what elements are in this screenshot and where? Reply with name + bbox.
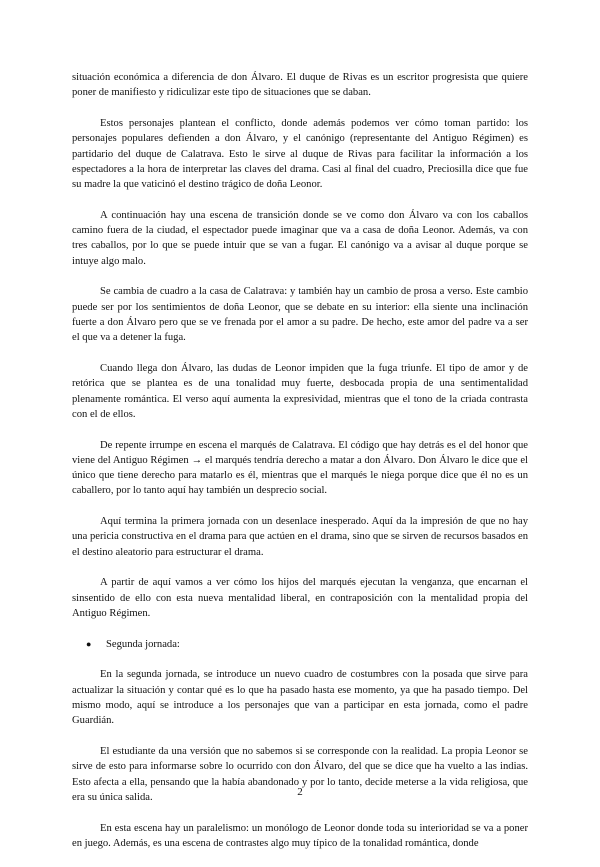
paragraph: En la segunda jornada, se introduce un nuevo cuadro de costumbres con la posada que sirve para actualizar la situación y contar qué es lo que ha pasado hasta ese momento, ya que ha pasado tiempo. Del mismo modo, aquí se introduce a los personajes que van a participar en esta jornada, como el padre Guardián. bbox=[72, 669, 528, 727]
paragraph: Se cambia de cuadro a la casa de Calatrava: y también hay un cambio de prosa a verso. Este cambio puede ser por los sentimientos de doña Leonor, que se debate en su interior: ella siente una inclinación fuerte a don Álvaro pero que se ve frenada por el amor a su padre. De hecho, este amor del padre va a ser el que va a detener la fuga. bbox=[72, 286, 528, 344]
bullet-item-segunda-jornada bbox=[72, 637, 528, 652]
paragraph: Estos personajes plantean el conflicto, donde además podemos ver cómo toman partido: los personajes populares defienden a don Álvaro, y el canónigo (representante del Antiguo Régimen) es partidario del duque de Calatrava. Esto le sirve al duque de Rivas para facilitar la información a los espectadores a la hora de interpretar las claves del drama. Casi al final del cuadro, Preciosilla dice que fue su madre la que vaticinó el destino trágico de doña Leonor. bbox=[72, 117, 528, 191]
paragraph: El estudiante da una versión que no sabemos si se corresponde con la realidad. La propia Leonor se sirve de esto para informarse sobre lo ocurrido con don Álvaro, del que se dice que ha vuelto a las indias. Esto afecta a ella, pensando que la había abandonado y por lo tanto, decide meterse a la vida religiosa, que era su única salida. bbox=[72, 746, 528, 803]
paragraph: En esta escena hay un paralelismo: un monólogo de Leonor donde toda su interioridad se va a poner en juego. Además, es una escena de contrastes algo muy típico de la tonalidad romántica, donde bbox=[72, 822, 528, 849]
paragraph: situación económica a diferencia de don Álvaro. El duque de Rivas es un escritor progresista que quiere poner de manifiesto y ridiculizar este tipo de situaciones que se daban. bbox=[72, 72, 528, 99]
paragraph: De repente irrumpe en escena el marqués de Calatrava. El código que hay detrás es el del honor que viene del Antiguo Régimen → el marqués tendría derecho a matar a don Álvaro. Don Álvaro le dice que el único que tiene derecho para matarlo es él, mientras que el marqués le niega porque dice que él no es un caballero, por lo tanto aquí hay también un desprecio social. bbox=[72, 439, 528, 497]
bullet-icon: ● bbox=[86, 638, 92, 649]
paragraph: Aquí termina la primera jornada con un desenlace inesperado. Aquí da la impresión de que no hay una pericia constructiva en el drama para que actúen en el drama, sino que se sirven de recursos basados en el destino aleatorio para estructurar el drama. bbox=[72, 516, 528, 558]
bullet-text: Segunda jornada: bbox=[106, 638, 180, 650]
page-number: 2 bbox=[297, 786, 303, 798]
paragraph: A partir de aquí vamos a ver cómo los hijos del marqués ejecutan la venganza, que encarnan el sinsentido de ello con esta nueva mentalidad liberal, en contraposición con la mentalidad propia del Antiguo Régimen. bbox=[72, 577, 528, 620]
paragraph: Cuando llega don Álvaro, las dudas de Leonor impiden que la fuga triunfe. El tipo de amor y de retórica que se plantea es de una tonalidad muy fuerte, desbocada propia de una sentimentalidad plenamente romántica. El verso aquí aumenta la expresividad, mientras que el tono de la criada contrasta con el de ellos. bbox=[72, 363, 528, 420]
body-text bbox=[72, 70, 528, 867]
paragraph: A continuación hay una escena de transición donde se ve como don Álvaro va con los caballos camino fuera de la ciudad, el espectador puede imaginar que va a casa de doña Leonor. Además, va con tres caballos, por lo que se puede intuir que se van a fugar. El canónigo va a avisar al duque porque se intuye algo malo. bbox=[72, 209, 528, 267]
